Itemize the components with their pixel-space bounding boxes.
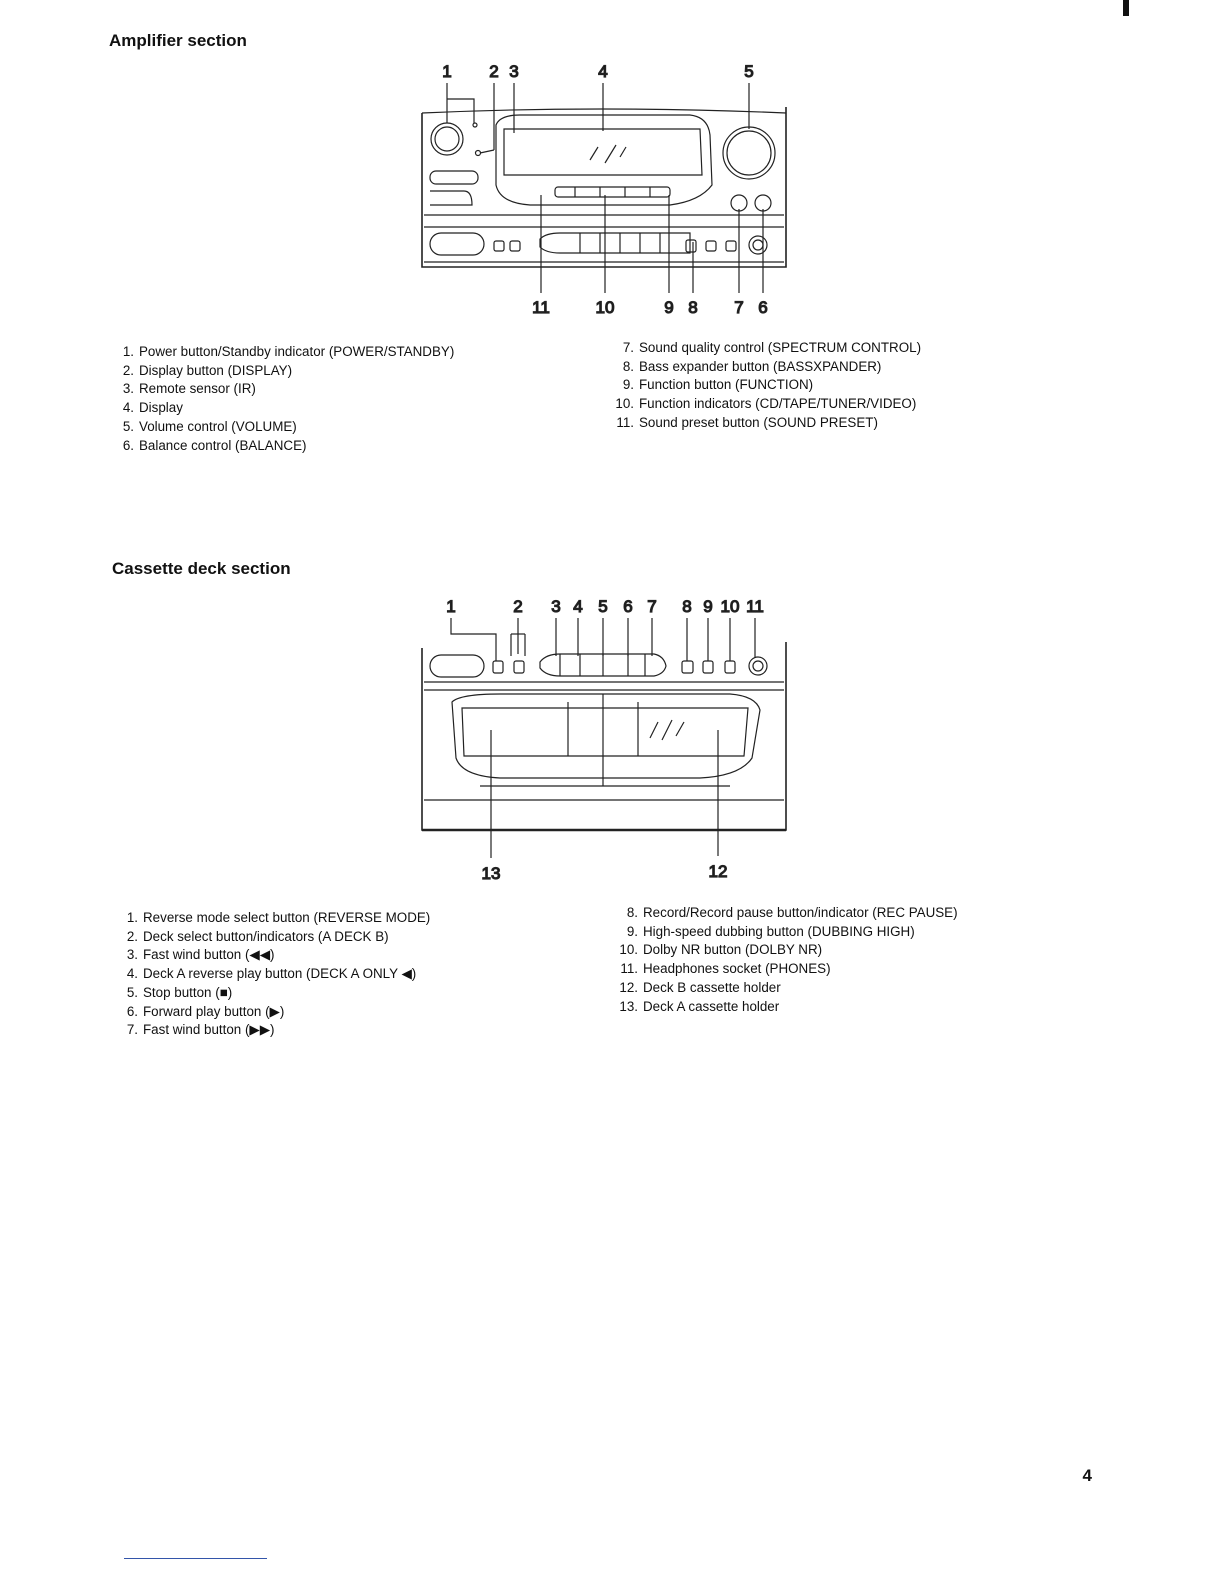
cassette-section-title: Cassette deck section bbox=[112, 559, 291, 578]
list-item: 3. Fast wind button (◀◀) bbox=[126, 947, 275, 963]
cassette-diagram bbox=[400, 590, 820, 890]
amplifier-legend-left bbox=[112, 343, 454, 455]
list-item: 2. Deck select button/indicators (A DECK B) bbox=[126, 928, 389, 944]
list-item: 8. Record/Record pause button/indicator (REC PAUSE) bbox=[626, 905, 958, 920]
list-item: 9. High-speed dubbing button (DUBBING HIGH) bbox=[626, 923, 915, 939]
callout-13: 13 bbox=[481, 864, 501, 883]
list-item: 3. Remote sensor (IR) bbox=[122, 381, 256, 397]
footer-rule bbox=[124, 1558, 267, 1559]
cassette-legend-right bbox=[616, 904, 958, 1016]
callout-1: 1 bbox=[446, 597, 456, 616]
list-item: 1. Reverse mode select button (REVERSE MODE) bbox=[126, 910, 431, 925]
callout-5: 5 bbox=[598, 597, 608, 616]
callout-4: 4 bbox=[573, 597, 583, 616]
callout-3: 3 bbox=[551, 597, 561, 616]
callout-9: 9 bbox=[703, 597, 713, 616]
callout-6: 6 bbox=[623, 597, 633, 616]
callout-10: 10 bbox=[595, 298, 615, 317]
list-item: 5. Volume control (VOLUME) bbox=[122, 418, 297, 434]
callout-7: 7 bbox=[647, 597, 657, 616]
list-item: 10. Dolby NR button (DOLBY NR) bbox=[619, 942, 823, 958]
list-item: 11. Sound preset button (SOUND PRESET) bbox=[616, 414, 878, 430]
callout-6: 6 bbox=[758, 298, 768, 317]
amplifier-legend-right bbox=[612, 339, 921, 433]
cassette-legend-left bbox=[116, 909, 430, 1040]
callout-12: 12 bbox=[708, 862, 728, 881]
list-item: 6. Forward play button (▶) bbox=[126, 1003, 285, 1019]
callout-8: 8 bbox=[688, 298, 698, 317]
callout-2: 2 bbox=[489, 62, 499, 81]
callout-8: 8 bbox=[682, 597, 692, 616]
list-item: 7. Fast wind button (▶▶) bbox=[126, 1022, 275, 1038]
page-number: 4 bbox=[1082, 1466, 1092, 1485]
callout-11: 11 bbox=[532, 298, 550, 317]
callout-11: 11 bbox=[746, 597, 764, 616]
amplifier-diagram bbox=[400, 55, 820, 325]
list-item: 11. Headphones socket (PHONES) bbox=[620, 961, 831, 977]
callout-5: 5 bbox=[744, 62, 754, 81]
list-item: 8. Bass expander button (BASSXPANDER) bbox=[622, 358, 882, 374]
amplifier-section-title: Amplifier section bbox=[109, 31, 247, 50]
list-item: 2. Display button (DISPLAY) bbox=[122, 362, 293, 378]
list-item: 5. Stop button (■) bbox=[126, 984, 233, 1000]
list-item: 4. Display bbox=[122, 400, 183, 416]
list-item: 1. Power button/Standby indicator (POWER/STANDBY) bbox=[122, 344, 455, 359]
callout-3: 3 bbox=[509, 62, 519, 81]
list-item: 6. Balance control (BALANCE) bbox=[122, 437, 307, 453]
list-item: 12. Deck B cassette holder bbox=[619, 979, 781, 995]
list-item: 7. Sound quality control (SPECTRUM CONTROL) bbox=[622, 340, 922, 355]
corner-mark bbox=[1123, 0, 1129, 16]
callout-2: 2 bbox=[513, 597, 523, 616]
list-item: 4. Deck A reverse play button (DECK A ONLY ◀) bbox=[126, 966, 417, 982]
callout-1: 1 bbox=[442, 62, 452, 81]
callout-10: 10 bbox=[720, 597, 740, 616]
list-item: 10. Function indicators (CD/TAPE/TUNER/VIDEO) bbox=[615, 396, 917, 412]
callout-4: 4 bbox=[598, 62, 608, 81]
callout-7: 7 bbox=[734, 298, 744, 317]
callout-9: 9 bbox=[664, 298, 674, 317]
list-item: 9. Function button (FUNCTION) bbox=[622, 377, 814, 393]
list-item: 13. Deck A cassette holder bbox=[619, 998, 780, 1014]
